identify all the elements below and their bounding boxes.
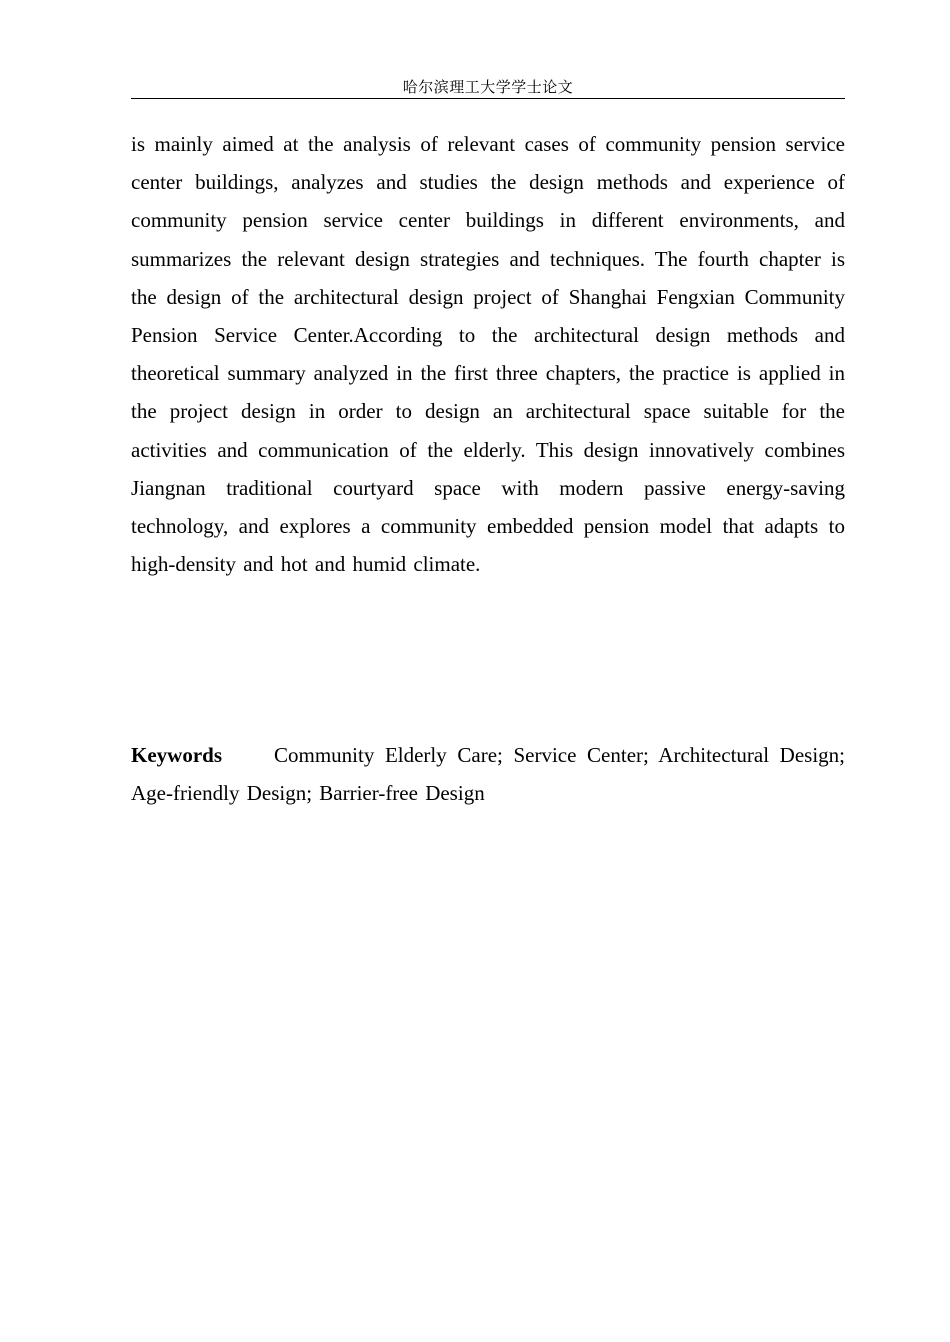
keywords-text: Community Elderly Care; Service Center; Architectural Design; Age-friendly Design; Barrier-free Design: [131, 743, 845, 805]
keywords-block: [131, 736, 845, 812]
running-header: 哈尔滨理工大学学士论文: [402, 80, 574, 96]
keywords-label: Keywords: [131, 743, 222, 767]
abstract-paragraph: is mainly aimed at the analysis of relevant cases of community pension service center buildings, analyzes and studies the design methods and experience of community pension service center buildings in different environments, and summarizes the relevant design strategies and techniques. The fourth chapter is the design of the architectural design project of Shanghai Fengxian Community Pension Service Center.According to the architectural design methods and theoretical summary analyzed in the first three chapters, the practice is applied in the project design in order to design an architectural space suitable for the activities and communication of the elderly. This design innovatively combines Jiangnan traditional courtyard space with modern passive energy-saving technology, and explores a community embedded pension model that adapts to high-density and hot and humid climate.: [131, 132, 845, 577]
header-rule: [131, 98, 845, 99]
